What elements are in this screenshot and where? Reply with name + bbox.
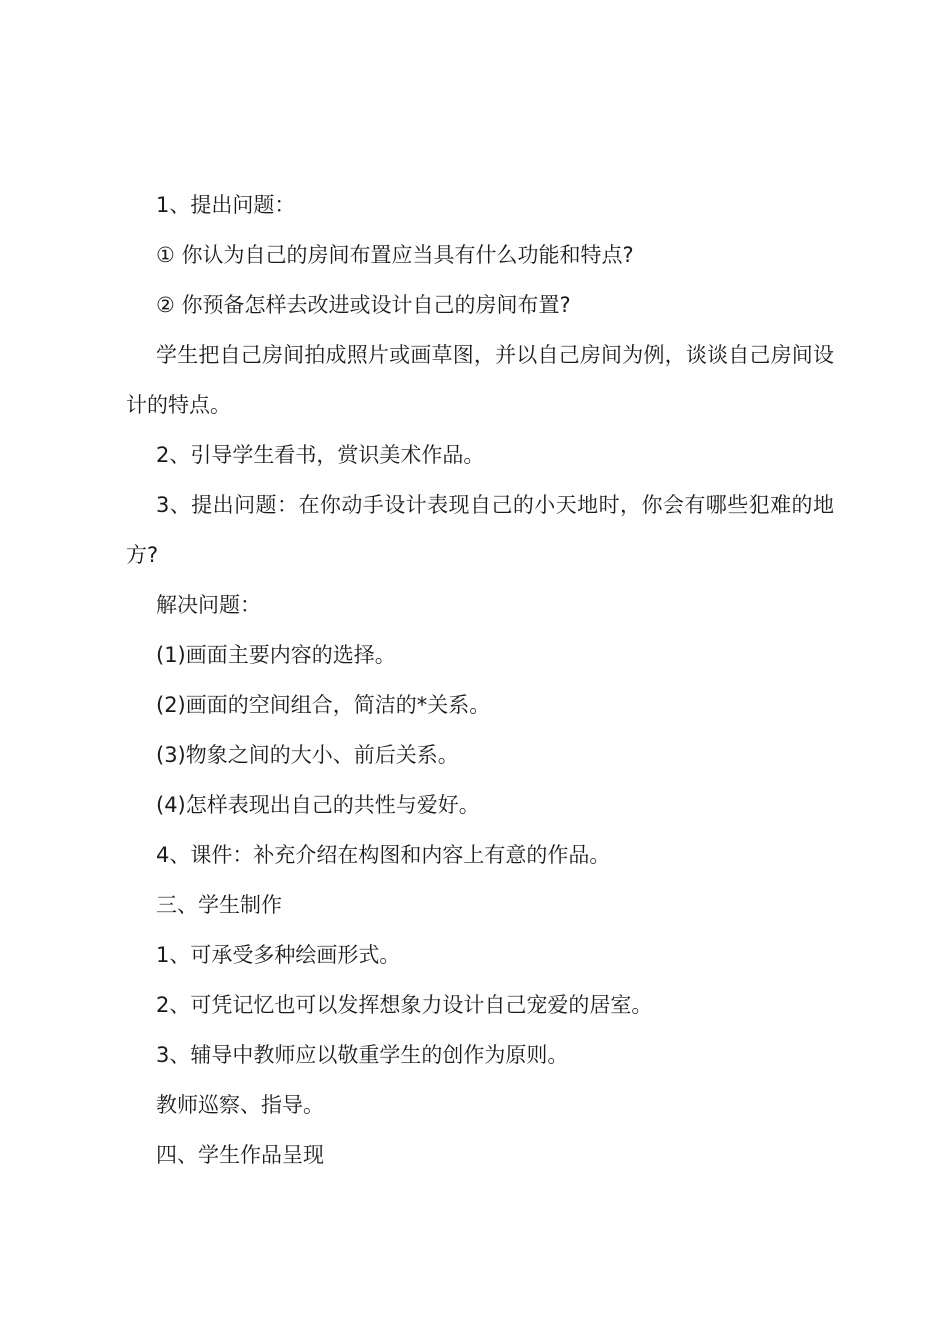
paragraph: 四、学生作品呈现	[156, 1143, 324, 1167]
paragraph: 2、引导学生看书，赏识美术作品。	[156, 443, 485, 467]
paragraph: 4、课件：补充介绍在构图和内容上有意的作品。	[156, 843, 611, 867]
paragraph: 学生把自己房间拍成照片或画草图，并以自己房间为例，谈谈自己房间设计的特点。	[126, 343, 834, 417]
paragraph: (1)画面主要内容的选择。	[156, 643, 396, 667]
paragraph: 1、可承受多种绘画形式。	[156, 943, 401, 967]
paragraph: 解决问题：	[156, 593, 261, 617]
paragraph: ② 你预备怎样去改进或设计自己的房间布置?	[156, 293, 571, 317]
paragraph: 教师巡察、指导。	[156, 1093, 324, 1117]
paragraph: ① 你认为自己的房间布置应当具有什么功能和特点?	[156, 243, 634, 267]
paragraph: 1、提出问题：	[156, 193, 296, 217]
paragraph: 3、辅导中教师应以敬重学生的创作为原则。	[156, 1043, 569, 1067]
paragraph: 三、学生制作	[156, 893, 282, 917]
paragraph: 2、可凭记忆也可以发挥想象力设计自己宠爱的居室。	[156, 993, 653, 1017]
paragraph: (4)怎样表现出自己的共性与爱好。	[156, 793, 480, 817]
document-body	[126, 180, 834, 1180]
paragraph: (2)画面的空间组合，简洁的*关系。	[156, 693, 491, 717]
paragraph: (3)物象之间的大小、前后关系。	[156, 743, 459, 767]
paragraph: 3、提出问题：在你动手设计表现自己的小天地时，你会有哪些犯难的地方?	[126, 493, 834, 567]
